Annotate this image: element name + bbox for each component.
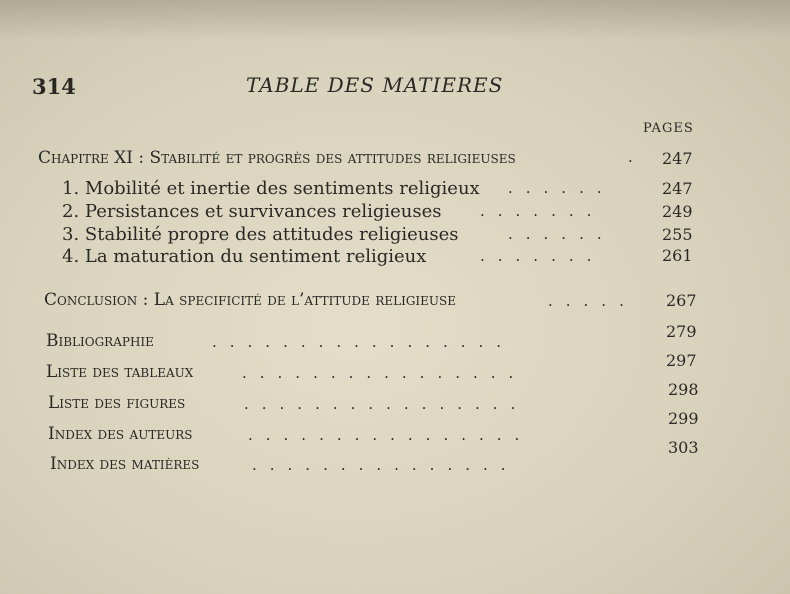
leader-dots: ................ [248,426,533,444]
leader-dots: ...... [508,225,615,243]
leader-dots: ..... [548,292,637,310]
section-page: 261 [662,246,693,265]
toc-entry: Liste des tableaux [46,362,194,382]
section-page: 247 [662,179,693,198]
entry-page: 279 [666,322,697,341]
toc-entry: Bibliographie [46,331,154,351]
page-title: TABLE DES MATIERES [246,73,504,97]
leader-dots: ............... [252,456,519,474]
toc-section: 2. Persistances et survivances religieuses [62,201,442,222]
entry-page: 298 [668,380,699,399]
toc-entry: Conclusion : La specificité de l’attitude religieuse [44,290,457,310]
leader-dots: ....... [480,247,605,265]
page-number: 314 [32,74,76,99]
entry-page: 299 [668,409,699,428]
toc-entry: Index des auteurs [48,424,193,444]
pages-column-label: PAGES [643,121,694,136]
toc-section: 1. Mobilité et inertie des sentiments religieux [62,178,480,199]
entry-page: 303 [668,438,699,457]
toc-section: 4. La maturation du sentiment religieux [62,246,427,267]
toc-entry: Index des matières [50,454,200,474]
section-page: 255 [662,225,693,244]
leader-dots: ...... [508,179,615,197]
entry-page: 267 [666,291,697,310]
entry-page: 297 [666,351,697,370]
leader-dots: . [628,148,646,166]
chapter-page: 247 [662,149,693,168]
leader-dots: ................. [212,333,515,351]
section-page: 249 [662,202,693,221]
leader-dots: ....... [480,202,605,220]
leader-dots: ................ [244,395,529,413]
chapter-title: Chapitre XI : Stabilité et progrès des attitudes religieuses [38,148,516,168]
page-shadow [0,0,790,40]
toc-section: 3. Stabilité propre des attitudes religieuses [62,224,459,245]
leader-dots: ................ [242,364,527,382]
toc-entry: Liste des figures [48,393,186,413]
